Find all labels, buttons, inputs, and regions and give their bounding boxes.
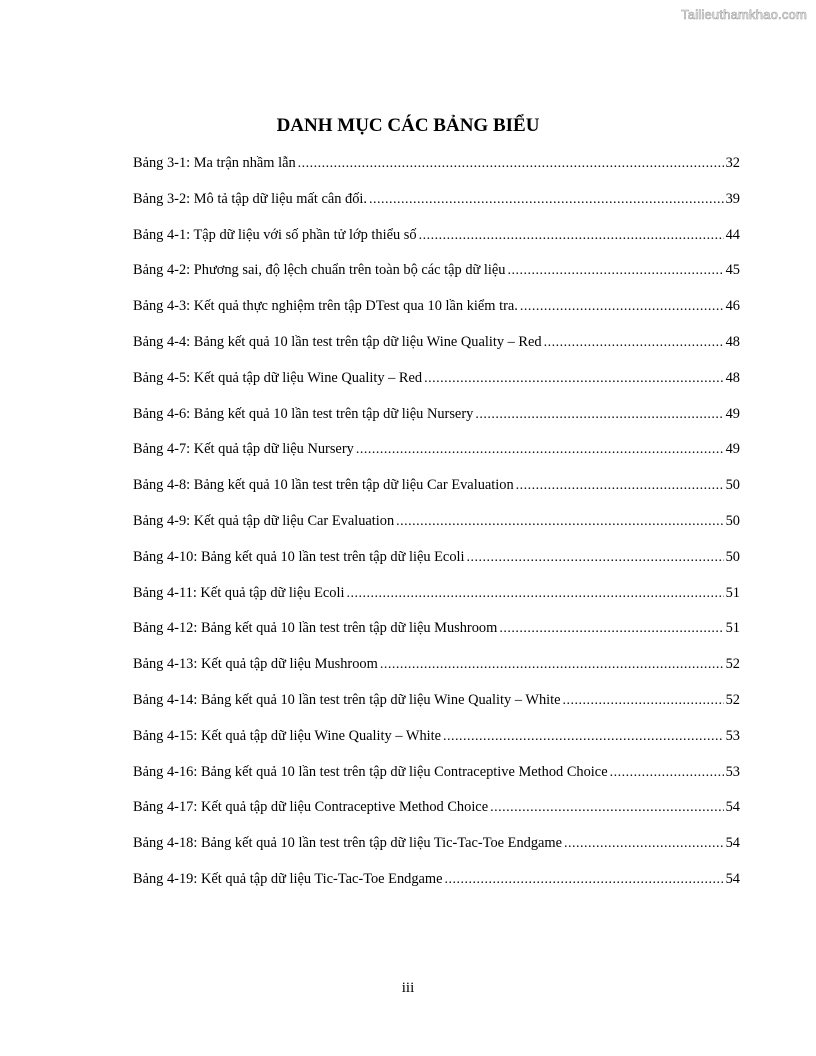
toc-entry[interactable]: [133, 439, 740, 475]
toc-entry[interactable]: [133, 797, 740, 833]
toc-entry[interactable]: [133, 332, 740, 368]
toc-entry-label: Bảng 4-9: Kết quả tập dữ liệu Car Evaluation: [133, 512, 395, 529]
toc-entry[interactable]: [133, 225, 740, 261]
toc-entry[interactable]: [133, 404, 740, 440]
toc-entry-page: 45: [725, 262, 740, 279]
dot-leader: [544, 333, 724, 353]
toc-entry-page: 54: [725, 799, 740, 816]
toc-entry[interactable]: [133, 260, 740, 296]
toc-entry-page: 53: [725, 763, 740, 780]
toc-entry-label: Bảng 4-10: Bảng kết quả 10 lần test trên tập dữ liệu Ecoli: [133, 548, 465, 565]
dot-leader: [499, 619, 723, 639]
toc-entry[interactable]: [133, 547, 740, 583]
dot-leader: [419, 226, 724, 246]
dot-leader: [356, 440, 724, 460]
toc-entry-label: Bảng 4-7: Kết quả tập dữ liệu Nursery: [133, 441, 354, 458]
dot-leader: [610, 763, 724, 783]
toc-entry[interactable]: [133, 654, 740, 690]
toc-entry-page: 50: [725, 512, 740, 529]
toc-entry[interactable]: [133, 296, 740, 332]
toc-entry-page: 51: [725, 584, 740, 601]
dot-leader: [563, 691, 724, 711]
toc-entry-page: 48: [725, 369, 740, 386]
table-list: [133, 153, 740, 905]
dot-leader: [424, 369, 723, 389]
toc-entry-page: 46: [725, 298, 740, 315]
toc-entry-label: Bảng 3-2: Mô tả tập dữ liệu mất cân đối.: [133, 190, 368, 207]
toc-entry-page: 52: [725, 691, 740, 708]
toc-entry[interactable]: [133, 726, 740, 762]
dot-leader: [490, 798, 724, 818]
toc-entry[interactable]: [133, 833, 740, 869]
toc-entry-label: Bảng 4-11: Kết quả tập dữ liệu Ecoli: [133, 584, 345, 601]
toc-entry[interactable]: [133, 690, 740, 726]
toc-entry-page: 51: [725, 620, 740, 637]
toc-entry[interactable]: [133, 511, 740, 547]
dot-leader: [564, 834, 724, 854]
toc-entry[interactable]: [133, 762, 740, 798]
toc-entry[interactable]: [133, 869, 740, 905]
toc-entry-page: 32: [725, 155, 740, 171]
toc-entry-label: Bảng 4-13: Kết quả tập dữ liệu Mushroom: [133, 656, 378, 673]
dot-leader: [298, 154, 724, 174]
toc-entry-page: 49: [725, 441, 740, 458]
toc-entry[interactable]: [133, 153, 740, 189]
dot-leader: [380, 655, 724, 675]
toc-entry[interactable]: [133, 368, 740, 404]
dot-leader: [475, 405, 723, 425]
page-number: iii: [401, 980, 415, 996]
toc-entry-label: Bảng 4-17: Kết quả tập dữ liệu Contraceptive Method Choice: [133, 799, 489, 816]
toc-entry-page: 48: [725, 333, 740, 350]
toc-entry-label: Bảng 4-2: Phương sai, độ lệch chuẩn trên toàn bộ các tập dữ liệu: [133, 262, 506, 279]
toc-entry-label: Bảng 4-14: Bảng kết quả 10 lần test trên tập dữ liệu Wine Quality – White: [133, 691, 561, 708]
toc-entry-label: Bảng 4-15: Kết quả tập dữ liệu Wine Quality – White: [133, 727, 442, 744]
toc-entry-page: 53: [725, 727, 740, 744]
dot-leader: [445, 870, 724, 890]
dot-leader: [369, 190, 724, 210]
toc-entry-page: 54: [725, 835, 740, 852]
dot-leader: [396, 512, 723, 532]
toc-entry[interactable]: [133, 189, 740, 225]
toc-entry[interactable]: [133, 475, 740, 511]
toc-entry-page: 44: [725, 226, 740, 243]
dot-leader: [507, 261, 723, 281]
toc-entry-label: Bảng 4-3: Kết quả thực nghiệm trên tập DTest qua 10 lần kiểm tra.: [133, 298, 518, 315]
toc-entry-label: Bảng 4-5: Kết quả tập dữ liệu Wine Quality – Red: [133, 369, 423, 386]
dot-leader: [520, 297, 724, 317]
toc-entry-page: 54: [725, 870, 740, 887]
toc-entry-label: Bảng 4-19: Kết quả tập dữ liệu Tic-Tac-Toe Endgame: [133, 870, 443, 887]
toc-entry-page: 50: [725, 477, 740, 494]
toc-entry-page: 49: [725, 405, 740, 422]
toc-entry-page: 50: [725, 548, 740, 565]
watermark-text: Tailieuthamkhao.com: [681, 7, 807, 22]
dot-leader: [346, 584, 723, 604]
toc-entry[interactable]: [133, 618, 740, 654]
toc-entry-page: 52: [725, 656, 740, 673]
dot-leader: [467, 548, 724, 568]
page-title: DANH MỤC CÁC BẢNG BIỂU: [276, 115, 540, 136]
toc-entry-label: Bảng 4-18: Bảng kết quả 10 lần test trên tập dữ liệu Tic-Tac-Toe Endgame: [133, 835, 563, 852]
toc-entry-page: 39: [725, 190, 740, 207]
toc-entry-label: Bảng 4-1: Tập dữ liệu với số phần tử lớp thiểu số: [133, 226, 417, 243]
toc-entry[interactable]: [133, 583, 740, 619]
toc-entry-label: Bảng 3-1: Ma trận nhầm lẫn: [133, 155, 296, 171]
toc-entry-label: Bảng 4-6: Bảng kết quả 10 lần test trên tập dữ liệu Nursery: [133, 405, 474, 422]
toc-entry-label: Bảng 4-8: Bảng kết quả 10 lần test trên tập dữ liệu Car Evaluation: [133, 477, 514, 494]
toc-entry-label: Bảng 4-4: Bảng kết quả 10 lần test trên tập dữ liệu Wine Quality – Red: [133, 333, 542, 350]
toc-entry-label: Bảng 4-16: Bảng kết quả 10 lần test trên tập dữ liệu Contraceptive Method Choice: [133, 763, 608, 780]
dot-leader: [443, 727, 724, 747]
dot-leader: [516, 476, 724, 496]
toc-entry-label: Bảng 4-12: Bảng kết quả 10 lần test trên tập dữ liệu Mushroom: [133, 620, 498, 637]
